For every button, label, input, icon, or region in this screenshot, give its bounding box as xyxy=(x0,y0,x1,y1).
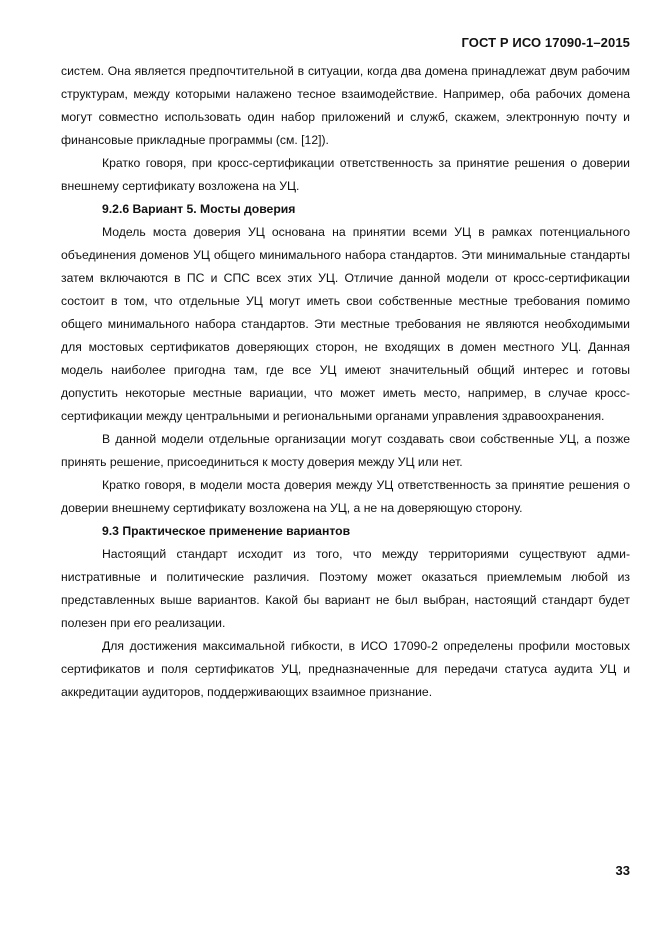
paragraph-bridge-model: Модель моста доверия УЦ основана на принятии всеми УЦ в рамках потенциального объединения доменов УЦ общего минимального набора стандартов. Эти минимальные стандарты затем включаются в ПС и СПС всех этих УЦ. Отличие данной модели от кросс-сертификации состоит в том, что отдельные УЦ могут иметь свои собственные местные требования помимо общего минимального набора стандартов. Эти местные требования не являются необходимыми для мостовых сертификатов доверяющих сторон, не входящих в домен местного УЦ. Данная модель наиболее пригодна там, где все УЦ имеют значительный общий интерес и готовы допустить некоторые местные вариации, что может иметь место, например, в случае кросс-сертификации между центральными и региональными органами управления здравоохранения. xyxy=(61,225,630,423)
paragraph-flexibility: Для достижения максимальной гибкости, в ИСО 17090-2 определены профили мостовых сертификатов и поля сертификатов УЦ, предназначенные для передачи статуса аудита УЦ и аккредитации аудиторов, поддерживающих взаимное признание. xyxy=(61,639,630,699)
paragraph-bridge-summary: Кратко говоря, в модели моста доверия между УЦ ответственность за принятие решения о доверии внешнему сертификату возложена на УЦ, а не на доверяющую сторону. xyxy=(61,478,630,515)
paragraph-continuation: систем. Она является предпочтительной в ситуации, когда два домена принадлежат двум рабочим структурам, между которыми налажено тесное взаимодействие. Например, оба рабочих домена могут совместно использовать один набор приложений и служб, скажем, электронную почту и финансовые прикладные программы (см. [12]). xyxy=(61,64,630,147)
paragraph-cross-certification-summary: Кратко говоря, при кросс-сертификации ответственность за принятие решения о доверии внешнему сертификату возложена на УЦ. xyxy=(61,156,630,193)
paragraph-practical-application: Настоящий стандарт исходит из того, что между территориями существуют административные и политические различия. Поэтому может оказаться приемлемым любой из представленных выше вариантов. Какой бы вариант не был выбран, настоящий стандарт будет полезен при его реализации. xyxy=(61,547,630,630)
section-heading-9-2-6: 9.2.6 Вариант 5. Мосты доверия xyxy=(102,202,296,216)
document-header: ГОСТ Р ИСО 17090-1–2015 xyxy=(461,35,630,50)
paragraph-organizations: В данной модели отдельные организации могут создавать свои собственные УЦ, а позже принять решение, присоединиться к мосту доверия между УЦ или нет. xyxy=(61,432,630,469)
page-number: 33 xyxy=(615,863,630,878)
page-body xyxy=(61,60,630,704)
section-heading-9-3: 9.3 Практическое применение вариантов xyxy=(102,524,351,538)
